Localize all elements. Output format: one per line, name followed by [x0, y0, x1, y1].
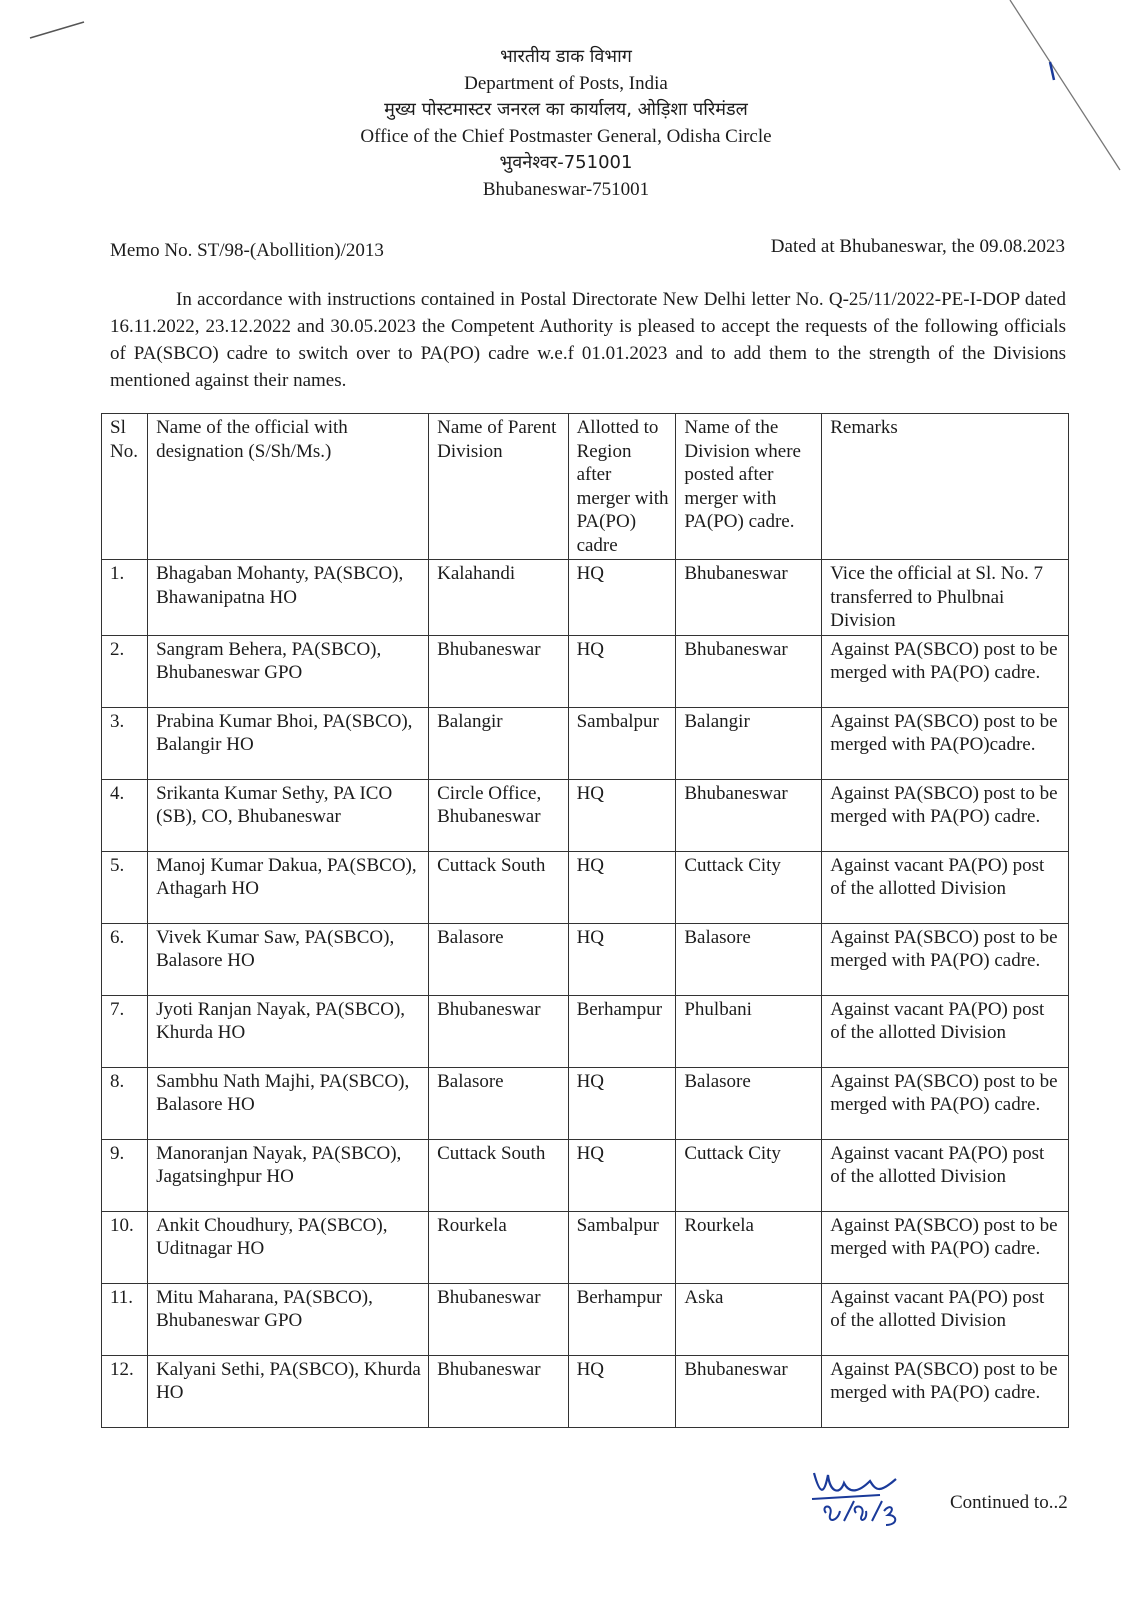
cell-division: Bhubaneswar: [676, 635, 822, 707]
cell-name: Sangram Behera, PA(SBCO), Bhubaneswar GPO: [148, 635, 429, 707]
cell-parent: Rourkela: [429, 1211, 568, 1283]
cell-region: HQ: [568, 1139, 676, 1211]
cell-region: Berhampur: [568, 1283, 676, 1355]
cell-region: HQ: [568, 560, 676, 636]
cell-remarks: Against PA(SBCO) post to be merged with PA(PO) cadre.: [822, 1355, 1069, 1427]
cell-division: Balangir: [676, 707, 822, 779]
cell-remarks: Against PA(SBCO) post to be merged with PA(PO) cadre.: [822, 923, 1069, 995]
header-remarks: Remarks: [822, 414, 1069, 560]
cell-region: Sambalpur: [568, 1211, 676, 1283]
header-division: Name of the Division where posted after merger with PA(PO) cadre.: [676, 414, 822, 560]
cell-sl: 3.: [102, 707, 148, 779]
cell-sl: 10.: [102, 1211, 148, 1283]
table-row: [102, 1067, 1069, 1139]
cell-parent: Cuttack South: [429, 851, 568, 923]
table-row: [102, 1355, 1069, 1427]
cell-remarks: Against PA(SBCO) post to be merged with PA(PO)cadre.: [822, 707, 1069, 779]
cell-name: Manoranjan Nayak, PA(SBCO), Jagatsinghpur HO: [148, 1139, 429, 1211]
cell-remarks: Against PA(SBCO) post to be merged with PA(PO) cadre.: [822, 1211, 1069, 1283]
continued-note: Continued to..2: [950, 1492, 1068, 1513]
cell-region: Berhampur: [568, 995, 676, 1067]
handwritten-signature: [810, 1465, 920, 1535]
cell-parent: Bhubaneswar: [429, 1283, 568, 1355]
cell-parent: Cuttack South: [429, 1139, 568, 1211]
table-row: [102, 779, 1069, 851]
cell-division: Bhubaneswar: [676, 560, 822, 636]
cell-parent: Balasore: [429, 923, 568, 995]
cell-region: HQ: [568, 1355, 676, 1427]
memo-date: Dated at Bhubaneswar, the 09.08.2023: [770, 236, 1065, 257]
intro-paragraph: In accordance with instructions contained in Postal Directorate New Delhi letter No. Q-25/11/2022-PE-I-DOP dated 16.11.2022, 23.12.2022 and 30.05.2023 the Competent Authority is pleased to accept the requests of the following officials of PA(SBCO) cadre to switch over to PA(PO) cadre w.e.f 01.01.2023 and to add them to the strength of the Divisions mentioned against their names.: [110, 289, 1066, 391]
cell-division: Balasore: [676, 923, 822, 995]
cell-region: HQ: [568, 851, 676, 923]
cell-remarks: Against PA(SBCO) post to be merged with PA(PO) cadre.: [822, 779, 1069, 851]
header-name: Name of the official with designation (S/Sh/Ms.): [148, 414, 429, 560]
cell-division: Cuttack City: [676, 1139, 822, 1211]
table-row: [102, 635, 1069, 707]
header-parent: Name of Parent Division: [429, 414, 568, 560]
cell-division: Aska: [676, 1283, 822, 1355]
city-hindi: भुवनेश्वर-751001: [499, 152, 633, 173]
cell-sl: 4.: [102, 779, 148, 851]
cell-name: Srikanta Kumar Sethy, PA ICO (SB), CO, Bhubaneswar: [148, 779, 429, 851]
cell-name: Kalyani Sethi, PA(SBCO), Khurda HO: [148, 1355, 429, 1427]
cell-sl: 2.: [102, 635, 148, 707]
cell-region: HQ: [568, 1067, 676, 1139]
table-row: [102, 1139, 1069, 1211]
table-row: [102, 1211, 1069, 1283]
cell-name: Mitu Maharana, PA(SBCO), Bhubaneswar GPO: [148, 1283, 429, 1355]
table-body: [102, 560, 1069, 1428]
cell-sl: 6.: [102, 923, 148, 995]
table-row: [102, 560, 1069, 636]
cell-remarks: Against vacant PA(PO) post of the allotted Division: [822, 1139, 1069, 1211]
table-row: [102, 923, 1069, 995]
cell-region: Sambalpur: [568, 707, 676, 779]
header-sl: Sl No.: [102, 414, 148, 560]
cell-parent: Bhubaneswar: [429, 995, 568, 1067]
cell-name: Jyoti Ranjan Nayak, PA(SBCO), Khurda HO: [148, 995, 429, 1067]
cell-name: Ankit Choudhury, PA(SBCO), Uditnagar HO: [148, 1211, 429, 1283]
cell-parent: Kalahandi: [429, 560, 568, 636]
memo-number: Memo No. ST/98-(Abollition)/2013: [110, 240, 384, 261]
cell-sl: 8.: [102, 1067, 148, 1139]
table-row: [102, 995, 1069, 1067]
cell-division: Rourkela: [676, 1211, 822, 1283]
cell-region: HQ: [568, 635, 676, 707]
cell-sl: 11.: [102, 1283, 148, 1355]
dept-name-hindi: भारतीय डाक विभाग: [500, 46, 632, 67]
office-name-hindi: मुख्य पोस्टमास्टर जनरल का कार्यालय, ओड़िशा परिमंडल: [384, 99, 748, 120]
cell-region: HQ: [568, 923, 676, 995]
cell-remarks: Against vacant PA(PO) post of the allotted Division: [822, 1283, 1069, 1355]
cell-remarks: Vice the official at Sl. No. 7 transferred to Phulbnai Division: [822, 560, 1069, 636]
scan-pen-mark: [28, 18, 88, 42]
cell-sl: 5.: [102, 851, 148, 923]
cell-parent: Balasore: [429, 1067, 568, 1139]
cell-remarks: Against PA(SBCO) post to be merged with PA(PO) cadre.: [822, 1067, 1069, 1139]
dept-name-english: Department of Posts, India: [464, 72, 668, 94]
letterhead: [0, 44, 1132, 203]
cell-name: Bhagaban Mohanty, PA(SBCO), Bhawanipatna HO: [148, 560, 429, 636]
table-row: [102, 851, 1069, 923]
cell-sl: 12.: [102, 1355, 148, 1427]
cell-name: Vivek Kumar Saw, PA(SBCO), Balasore HO: [148, 923, 429, 995]
header-region: Allotted to Region after merger with PA(PO) cadre: [568, 414, 676, 560]
cell-remarks: Against vacant PA(PO) post of the allotted Division: [822, 995, 1069, 1067]
cell-remarks: Against PA(SBCO) post to be merged with PA(PO) cadre.: [822, 635, 1069, 707]
cell-sl: 1.: [102, 560, 148, 636]
cell-parent: Bhubaneswar: [429, 635, 568, 707]
cell-division: Cuttack City: [676, 851, 822, 923]
cell-division: Phulbani: [676, 995, 822, 1067]
table-row: [102, 1283, 1069, 1355]
cell-name: Sambhu Nath Majhi, PA(SBCO), Balasore HO: [148, 1067, 429, 1139]
table-header-row: [102, 414, 1069, 560]
table-row: [102, 707, 1069, 779]
cell-remarks: Against vacant PA(PO) post of the allotted Division: [822, 851, 1069, 923]
cell-name: Manoj Kumar Dakua, PA(SBCO), Athagarh HO: [148, 851, 429, 923]
cell-division: Balasore: [676, 1067, 822, 1139]
office-name-english: Office of the Chief Postmaster General, Odisha Circle: [360, 125, 772, 147]
cell-parent: Balangir: [429, 707, 568, 779]
cell-sl: 9.: [102, 1139, 148, 1211]
cell-parent: Circle Office, Bhubaneswar: [429, 779, 568, 851]
cell-division: Bhubaneswar: [676, 779, 822, 851]
cell-sl: 7.: [102, 995, 148, 1067]
cell-name: Prabina Kumar Bhoi, PA(SBCO), Balangir HO: [148, 707, 429, 779]
cell-region: HQ: [568, 779, 676, 851]
cell-division: Bhubaneswar: [676, 1355, 822, 1427]
officials-table: [101, 413, 1069, 1428]
cell-parent: Bhubaneswar: [429, 1355, 568, 1427]
city-english: Bhubaneswar-751001: [482, 178, 650, 200]
